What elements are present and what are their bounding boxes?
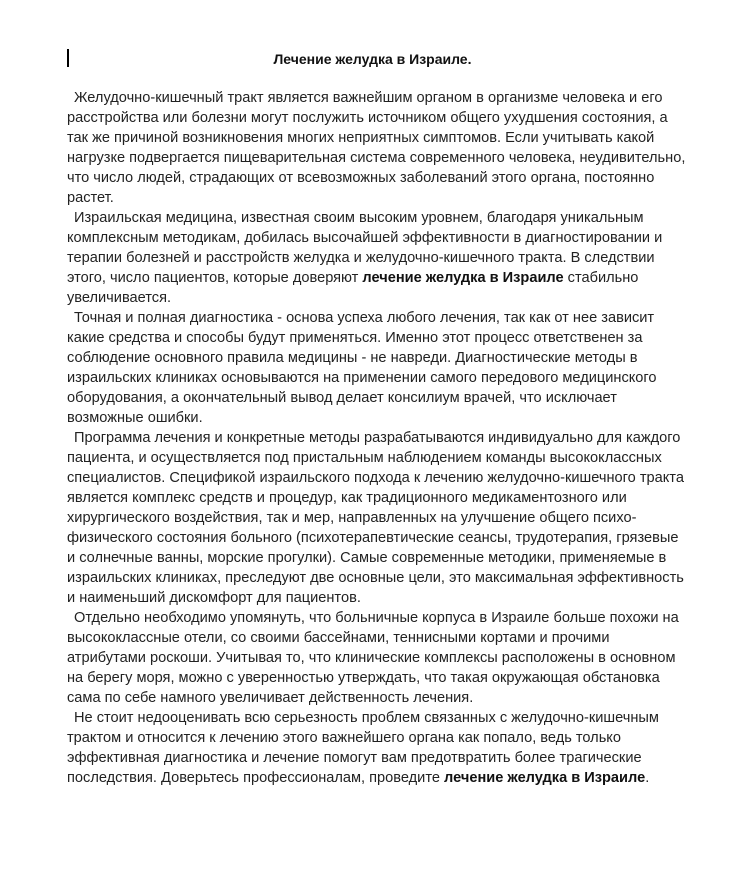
paragraph-hospitals: Отдельно необходимо упомянуть, что больничные корпуса в Израиле больше похожи на высококлассные отели, со своими бассейнами, теннисными кортами и прочими атрибутами роскоши. Учитывая то, что клинические комплексы расположены в основном на берегу моря, можно с уверенностью утверждать, что такая окружающая обстановка сама по себе намного увеличивает действенность лечения.	[67, 610, 679, 706]
keyword-highlight: лечение желудка в Израиле	[362, 270, 564, 286]
paragraph-diagnostics: Точная и полная диагностика - основа успеха любого лечения, так как от нее зависит какие средства и способы будут применяться. Именно этот процесс ответственен за соблюдение основного правила медицины - не навреди. Диагностические методы в израильских клиниках основываются на применении самого передового медицинского оборудования, а окончательный вывод делает консилиум врачей, что исключает возможные ошибки.	[67, 310, 657, 426]
keyword-highlight: лечение желудка в Израиле	[444, 770, 646, 786]
paragraph-text: .	[645, 770, 650, 786]
document-title: Лечение желудка в Израиле.	[273, 51, 472, 67]
paragraph-treatment-program: Программа лечения и конкретные методы разрабатываются индивидуально для каждого пациента, и осуществляется под пристальным наблюдением команды высококлассных специалистов. Спецификой израильского подхода к лечению желудочно-кишечного тракта является комплекс средств и процедур, как традиционного медикаментозного или хирургического воздействия, так и мер, направленных на улучшение общего психо-физического состояния больного (психотерапевтические сеансы, трудотерапия, грязевые и солнечные ванны, морские прогулки). Самые современные методики, применяемые в израильских клиниках, преследуют две основные цели, это максимальная эффективность и наименьший дискомфорт для пациентов.	[67, 430, 684, 606]
paragraph-intro: Желудочно-кишечный тракт является важнейшим органом в организме человека и его расстройства или болезни могут послужить источником общего ухудшения состояния, а так же причиной возникновения многих неприятных симптомов. Если учитывать какой нагрузке подвергается пищеварительная система современного человека, неудивительно, что число людей, страдающих от всевозможных заболеваний этого органа, постоянно растет.	[67, 90, 686, 206]
paragraph-israeli-medicine	[67, 208, 687, 308]
paragraph-text: Не стоит недооценивать всю серьезность проблем связанных с желудочно-кишечным трактом и относится к лечению этого важнейшего органа как попало, ведь только эффективная диагностика и лечение помогут вам предотвратить более трагические последствия. Доверьтесь профессионалам, проведите	[67, 710, 659, 786]
paragraph-text: стабильно увеличивается.	[67, 270, 639, 306]
paragraph-text: Израильская медицина, известная своим высоким уровнем, благодаря уникальным комплексным методикам, добилась высочайшей эффективности в диагностировании и терапии болезней и расстройств желудка и желудочно-кишечного тракта. В следствии этого, число пациентов, которые доверяют	[67, 210, 663, 286]
paragraph-conclusion	[67, 708, 687, 788]
document-body	[67, 88, 687, 788]
